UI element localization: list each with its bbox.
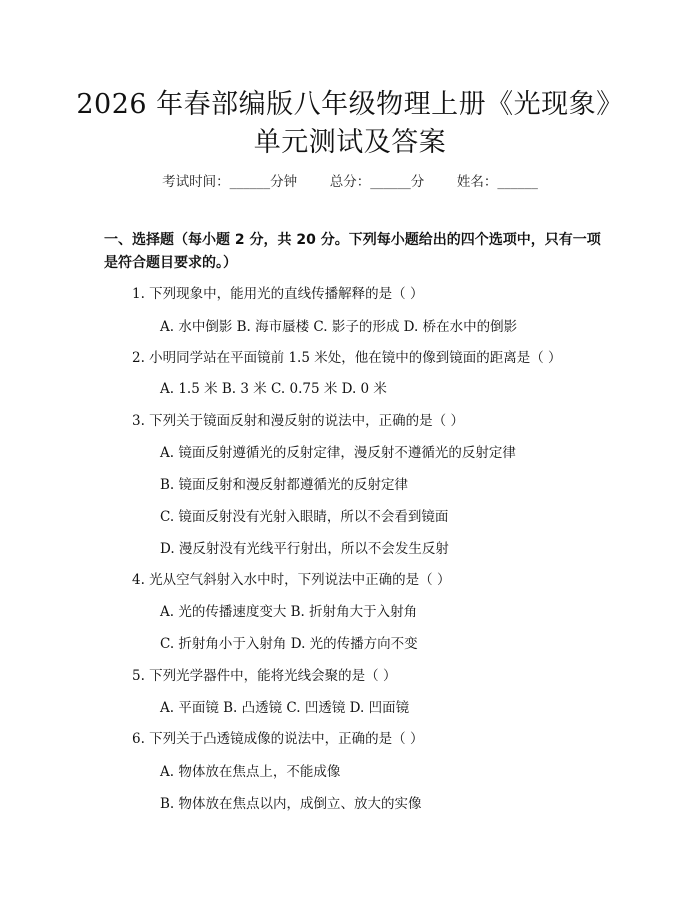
question-6-option-b: B. 物体放在焦点以内，成倒立、放大的实像 — [160, 796, 422, 812]
question-6-stem: 6. 下列关于凸透镜成像的说法中，正确的是（ ） — [132, 731, 424, 747]
exam-time-label: 考试时间： — [162, 174, 230, 190]
question-2-stem: 2. 小明同学站在平面镜前 1.5 米处，他在镜中的像到镜面的距离是（ ） — [132, 350, 562, 366]
question-5-options: A. 平面镜 B. 凸透镜 C. 凹透镜 D. 凹面镜 — [160, 700, 410, 716]
exam-info-line — [0, 170, 700, 190]
question-3-option-c: C. 镜面反射没有光射入眼睛，所以不会看到镜面 — [160, 509, 449, 525]
exam-time-unit: 分钟 — [270, 174, 298, 190]
total-score-label: 总分： — [329, 174, 371, 190]
question-2-options: A. 1.5 米 B. 3 米 C. 0.75 米 D. 0 米 — [160, 381, 387, 397]
total-score-blank: ______ — [370, 174, 411, 190]
question-3-stem: 3. 下列关于镜面反射和漫反射的说法中，正确的是（ ） — [132, 413, 464, 429]
question-1-stem: 1. 下列现象中，能用光的直线传播解释的是（ ） — [132, 286, 424, 302]
section-heading-multiple-choice: 一、选择题（每小题 2 分，共 20 分。下列每小题给出的四个选项中，只有一项是符合题目要求的。） — [104, 232, 601, 271]
exam-time-blank: ______ — [229, 174, 271, 190]
question-4-options-cd: C. 折射角小于入射角 D. 光的传播方向不变 — [160, 636, 418, 652]
question-6-option-a: A. 物体放在焦点上，不能成像 — [160, 764, 341, 780]
question-3-option-b: B. 镜面反射和漫反射都遵循光的反射定律 — [160, 477, 409, 493]
document-title-line-2: 单元测试及答案 — [253, 127, 447, 158]
question-3-option-a: A. 镜面反射遵循光的反射定律，漫反射不遵循光的反射定律 — [160, 445, 516, 461]
question-3-option-d: D. 漫反射没有光线平行射出，所以不会发生反射 — [160, 541, 449, 557]
document-title-line-1: 2026 年春部编版八年级物理上册《光现象》 — [76, 89, 624, 120]
question-4-stem: 4. 光从空气斜射入水中时，下列说法中正确的是（ ） — [132, 572, 451, 588]
total-score-unit: 分 — [410, 174, 425, 190]
question-5-stem: 5. 下列光学器件中，能将光线会聚的是（ ） — [132, 668, 397, 684]
question-4-options-ab: A. 光的传播速度变大 B. 折射角大于入射角 — [160, 604, 418, 620]
name-label: 姓名： — [456, 174, 498, 190]
name-blank: ______ — [497, 174, 538, 190]
question-1-options: A. 水中倒影 B. 海市蜃楼 C. 影子的形成 D. 桥在水中的倒影 — [160, 319, 518, 335]
